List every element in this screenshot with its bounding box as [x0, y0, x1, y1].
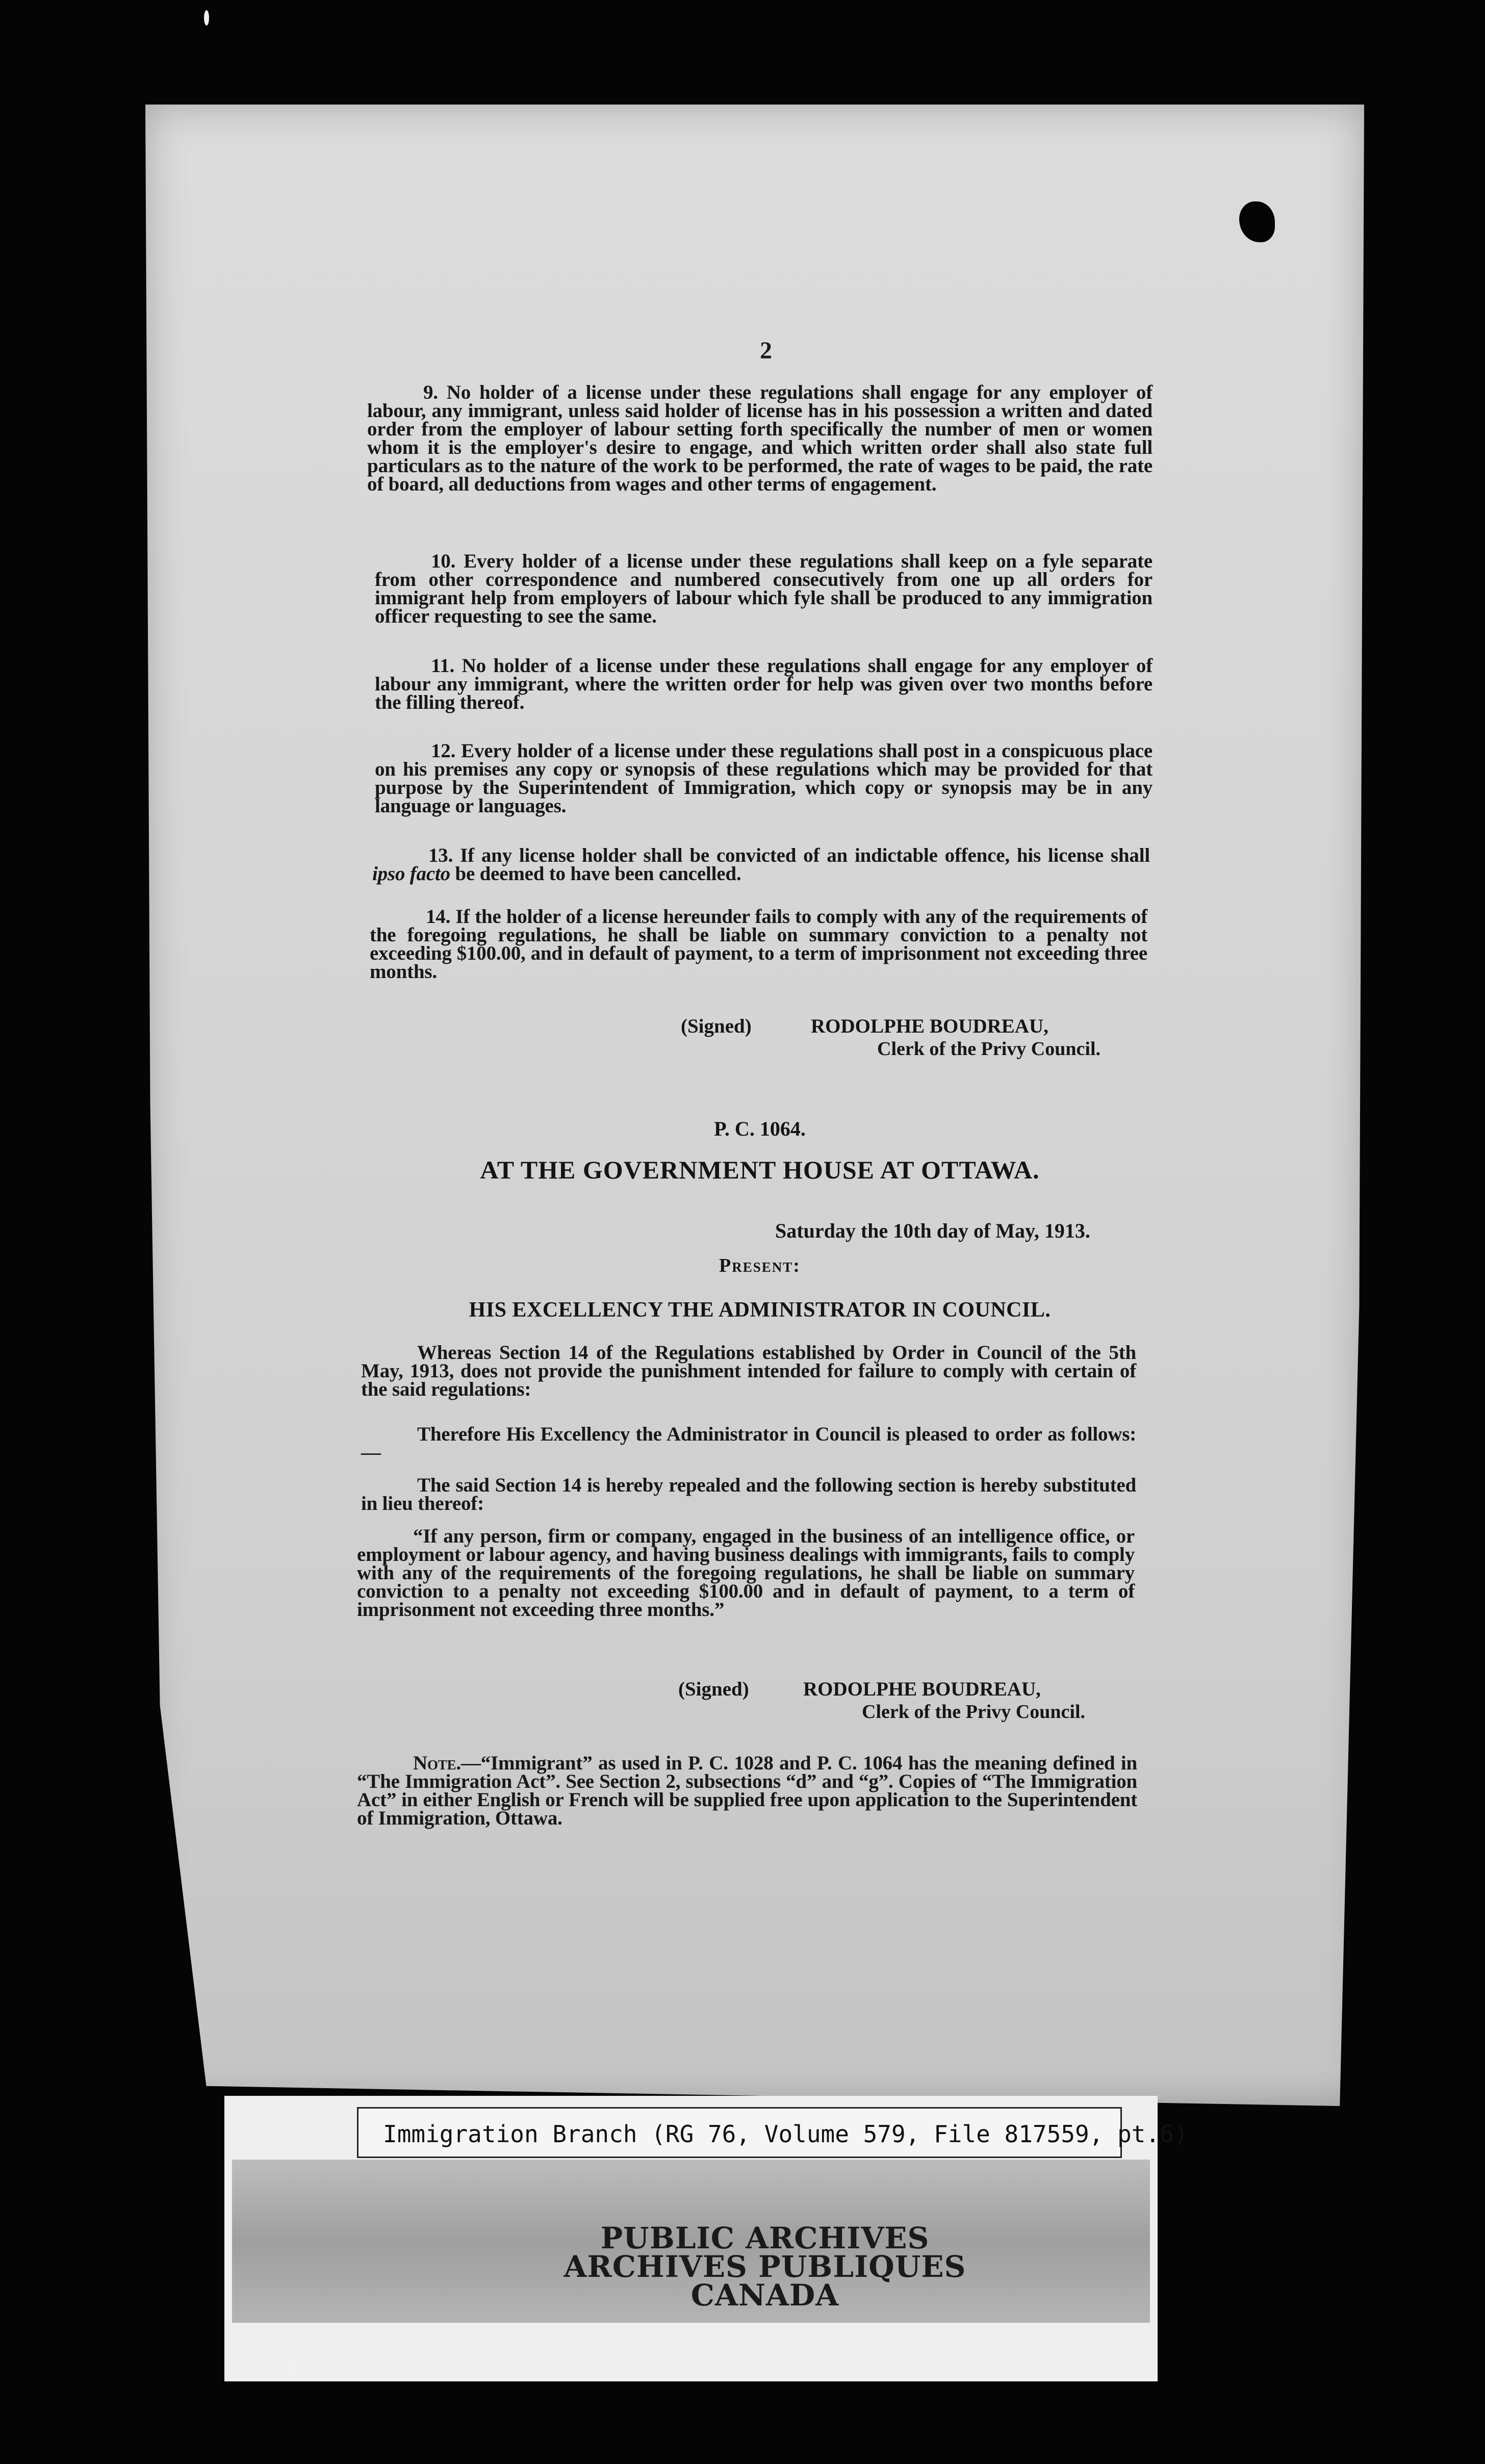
- paragraph-14: 14. If the holder of a license hereunder fails to comply with any of the requirements of the foregoing regulations, he shall be liable on summary conviction to a penalty not exceeding $100.00, and in default of payment, to a term of imprisonment not exceeding three months.: [370, 906, 1147, 983]
- signature-2-title: Clerk of the Privy Council.: [862, 1701, 1086, 1723]
- paragraph-therefore: Therefore His Excellency the Administrator in Council is pleased to order as follows:—: [361, 1423, 1136, 1464]
- signature-1-signed: (Signed): [681, 1015, 752, 1037]
- paragraph-repealed: The said Section 14 is hereby repealed and the following section is hereby substituted in lieu thereof:: [361, 1474, 1136, 1515]
- note-paragraph: [357, 1754, 1137, 1828]
- paragraph-13-end: be deemed to have been cancelled.: [450, 863, 741, 885]
- film-speck: [204, 10, 209, 25]
- council-line: HIS EXCELLENCY THE ADMINISTRATOR IN COUNCIL.: [469, 1298, 1051, 1322]
- paragraph-13-italic: ipso facto: [372, 863, 450, 885]
- paragraph-quote: “If any person, firm or company, engaged in the business of an intelligence office, or employment or labour agency, and having business dealings with immigrants, fails to comply with any of the requirements of the foregoing regulations, he shall be liable on summary conviction to a penalty not exceeding $100.00 and in default of payment, to a term of imprisonment not exceeding three months.”: [357, 1525, 1135, 1621]
- signature-1-title: Clerk of the Privy Council.: [877, 1038, 1101, 1060]
- signature-2-name: RODOLPHE BOUDREAU,: [803, 1678, 1041, 1700]
- paragraph-whereas: Whereas Section 14 of the Regulations established by Order in Council of the 5th May, 1913, does not provide the punishment intended for failure to comply with certain of the said regulations:: [361, 1342, 1136, 1400]
- paragraph-12: 12. Every holder of a license under these regulations shall post in a conspicuous place on his premises any copy or synopsis of these regulations which may be provided for that purpose by the Superintendent of Immigration, which copy or synopsis may be in any language or languages.: [375, 740, 1153, 817]
- present-label: Present:: [719, 1255, 801, 1276]
- pc-number: P. C. 1064.: [714, 1117, 806, 1140]
- signature-2-signed: (Signed): [678, 1678, 749, 1700]
- signature-1-name: RODOLPHE BOUDREAU,: [811, 1015, 1048, 1037]
- stamp-line-2: ARCHIVES PUBLIQUES: [564, 2249, 966, 2284]
- order-date: Saturday the 10th day of May, 1913.: [775, 1219, 1090, 1242]
- order-heading: AT THE GOVERNMENT HOUSE AT OTTAWA.: [480, 1156, 1040, 1184]
- archive-label: Immigration Branch (RG 76, Volume 579, File 817559, pt.6): [357, 2107, 1122, 2158]
- paragraph-13-start: 13. If any license holder shall be convicted of an indictable offence, his license shall: [428, 844, 1150, 866]
- stamp-line-1: PUBLIC ARCHIVES: [600, 2221, 930, 2255]
- paragraph-11: 11. No holder of a license under these regulations shall engage for any employer of labour any immigrant, where the written order for help was given over two months before the filling thereof.: [375, 655, 1153, 713]
- page-number: 2: [760, 337, 772, 364]
- paragraph-9: 9. No holder of a license under these regulations shall engage for any employer of labour, any immigrant, unless said holder of license has in his possession a written and dated order from the employer of labour setting forth specifically the number of men or women whom it is the employer's desire to engage, and which written order shall also state full particulars as to the nature of the work to be performed, the rate of wages to be paid, the rate of board, all deductions from wages and other terms of engagement.: [367, 381, 1153, 495]
- paragraph-13: [372, 846, 1150, 883]
- paragraph-10: 10. Every holder of a license under these regulations shall keep on a fyle separate from other correspondence and numbered consecutively from one up all orders for immigrant help from employers of labour which fyle shall be produced to any immigration officer requesting to see the same.: [375, 550, 1153, 627]
- film-speck: [283, 2356, 297, 2375]
- stamp-line-3: CANADA: [690, 2278, 839, 2313]
- note-text: —“Immigrant” as used in P. C. 1028 and P. C. 1064 has the meaning defined in “The Immigration Act”. See Section 2, subsections “d” and “g”. Copies of “The Immigration Act” in either English or French will be supplied free upon application to the Superintendent of Immigration, Ottawa.: [357, 1752, 1137, 1829]
- note-label: Note.: [413, 1752, 461, 1774]
